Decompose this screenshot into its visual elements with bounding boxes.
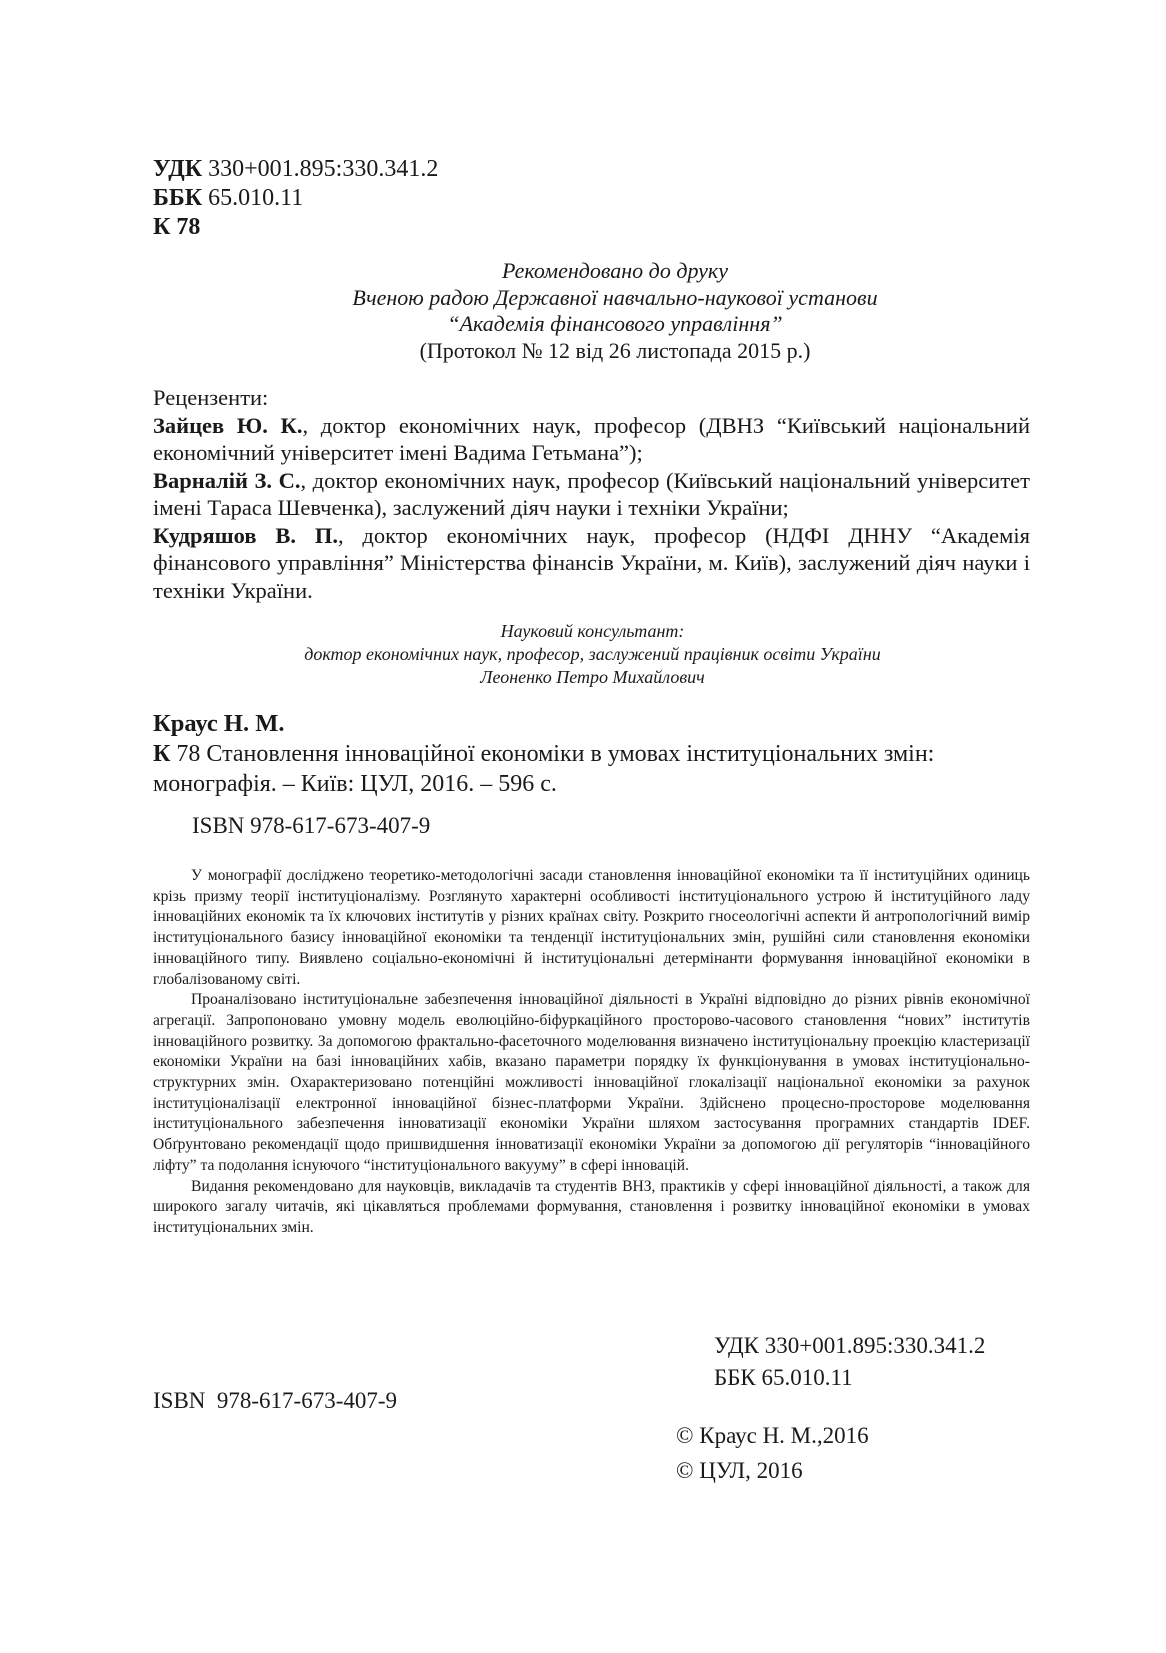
consultant-block [200, 620, 985, 689]
copyright-author: © Краус Н. М.,2016 [676, 1423, 869, 1448]
book-title-line [153, 739, 1030, 769]
udk-label: УДК [153, 156, 203, 182]
reviewer-details: , доктор економічних наук, професор (ДВНЗ “Київський національний економічний університет імені Вадима Гетьмана”); [153, 412, 1031, 465]
abstract-paragraph: У монографії досліджено теоретико-методологічні засади становлення інноваційної економіки та її інституційних одиниць крізь призму теорії інституціоналізму. Розглянуто характерні особливості інституціонального устрою й інституційного ладу інноваційних економік та їх ключових інститутів у різних країнах світу. Розкрито гносеологічні аспекти й антропологічний вимір інституціонального базису інноваційної економіки та тенденції інституціональних змін, рушійні сили становлення економіки інноваційного типу. Виявлено соціально-економічні й інституціональні детермінанти формування інноваційної економіки в глобалізованому світі. [153, 867, 1030, 988]
abstract [153, 866, 1030, 1239]
reviewer-details: , доктор економічних наук, професор (Київський національний університет імені Тараса Шевченка), заслужений діяч науки і техніки України; [153, 467, 1030, 520]
reviewer-name: Зайцев Ю. К. [153, 412, 303, 438]
reviewer-details: , доктор економічних наук, професор (НДФІ ДННУ “Академія фінансового управління” Міністерства фінансів України, м. Київ), заслужений діяч науки і техніки України. [153, 522, 1030, 603]
bibliographic-record [153, 709, 1030, 799]
book-title: 78 Становлення інноваційної економіки в умовах інституціональних змін: [170, 741, 935, 767]
author-mark: К 78 [153, 214, 201, 240]
author-mark-line [153, 213, 438, 242]
bbk-label: ББК [153, 185, 203, 211]
footer-isbn: ISBN 978-617-673-407-9 [153, 1388, 398, 1413]
bbk-line [153, 184, 438, 213]
recommendation-block [260, 258, 970, 364]
reviewer-item [153, 412, 1030, 467]
recommendation-line-1: Рекомендовано до друку [502, 258, 728, 283]
udk-value: 330+001.895:330.341.2 [208, 156, 439, 182]
book-mark: К [153, 741, 171, 767]
recommendation-line-3: “Академія фінансового управління” [447, 311, 783, 336]
consultant-title: доктор економічних наук, професор, заслужений працівник освіти України [304, 644, 881, 664]
classification-codes [153, 155, 438, 242]
copyright-publisher: © ЦУЛ, 2016 [676, 1458, 803, 1483]
reviewers-heading: Рецензенти: [153, 385, 269, 410]
book-publication-line: монографія. – Київ: ЦУЛ, 2016. – 596 с. [153, 771, 557, 797]
copyright-block [676, 1418, 869, 1488]
recommendation-line-2: Вченою радою Державної навчально-наукової установи [352, 284, 878, 310]
reviewer-item [153, 467, 1030, 522]
reviewer-name: Варналій З. С. [153, 467, 301, 493]
isbn-top: ISBN 978-617-673-407-9 [192, 813, 431, 838]
footer-codes [714, 1330, 985, 1394]
protocol-line: (Протокол № 12 від 26 листопада 2015 р.) [419, 337, 811, 363]
consultant-name: Леоненко Петро Михайлович [480, 667, 705, 687]
book-author: Краус Н. М. [153, 710, 285, 737]
consultant-heading: Науковий консультант: [500, 621, 685, 641]
reviewers-block [153, 384, 1030, 604]
footer-bbk: ББК 65.010.11 [714, 1365, 853, 1390]
footer-udk: УДК 330+001.895:330.341.2 [714, 1333, 986, 1358]
udk-line [153, 155, 438, 184]
abstract-paragraph: Проаналізовано інституціональне забезпечення інноваційної діяльності в Україні відповідно до різних рівнів економічної агрегації. Запропоновано умовну модель еволюційно-біфуркаційного просторово-часового становлення “нових” інститутів інноваційного розвитку. За допомогою фрактально-фасеточного моделювання визначено інституціональну проекцію кластеризації економіки України на базі інноваційних хабів, вказано параметри порядку їх функціонування в умовах інституціонально-структурних змін. Охарактеризовано потенційні можливості інноваційної глокалізації національної економіки за рахунок інституціоналізації електронної інноваційної бізнес-платформи України. Здійснено процесно-просторове моделювання інституціонального забезпечення інноватизації економіки України шляхом застосування програмних стандартів IDEF. Обґрунтовано рекомендації щодо пришвидшення інноватизації економіки України за допомогою дії регуляторів “інноваційного ліфту” та подолання існуючого “інституціонального вакууму” в сфері інновацій. [153, 991, 1030, 1174]
bbk-value: 65.010.11 [208, 185, 304, 211]
reviewer-item [153, 522, 1030, 605]
abstract-paragraph: Видання рекомендовано для науковців, викладачів та студентів ВНЗ, практиків у сфері інноваційної діяльності, а також для широкого загалу читачів, які цікавляться проблемами формування, становлення і розвитку інноваційної економіки в умовах інституціональних змін. [153, 1177, 1030, 1236]
reviewer-name: Кудряшов В. П. [153, 522, 338, 548]
